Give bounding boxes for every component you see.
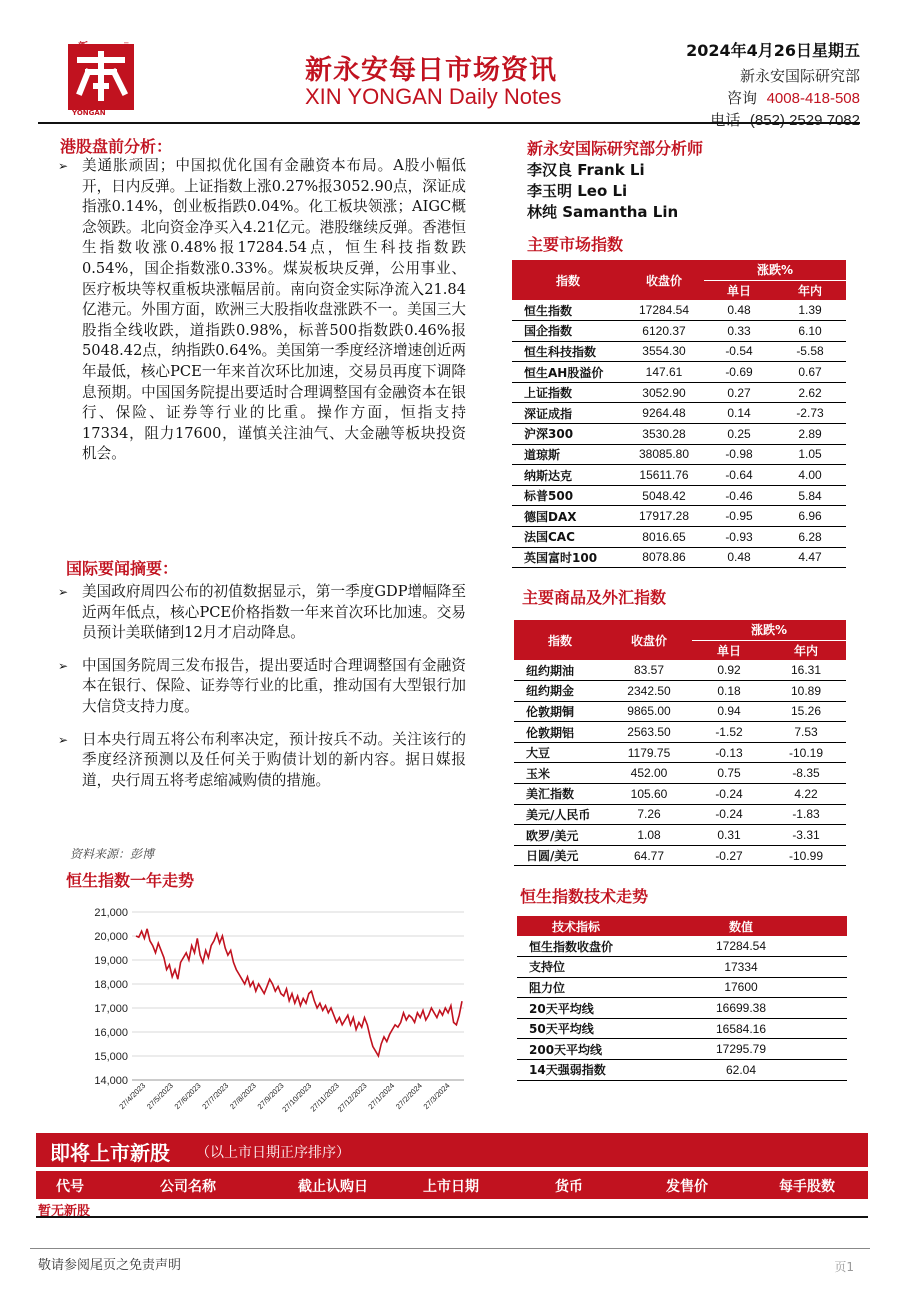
ipo-col-currency: 货币 bbox=[555, 1179, 583, 1195]
x-tick-label: 27/9/2023 bbox=[255, 1081, 286, 1112]
ipo-title: 即将上市新股 bbox=[50, 1141, 170, 1165]
row-value: 7.26 bbox=[606, 804, 692, 825]
x-tick-label: 27/3/2024 bbox=[421, 1081, 452, 1112]
technical-row bbox=[517, 998, 847, 1019]
analysts-title: 新永安国际研究部分析师 bbox=[527, 139, 704, 158]
row-value: 1179.75 bbox=[606, 742, 692, 763]
row-value: 17600 bbox=[635, 977, 847, 998]
commodity-row bbox=[514, 681, 846, 702]
market-index-row bbox=[512, 382, 846, 403]
row-value: -0.98 bbox=[704, 444, 774, 465]
row-value: 2.89 bbox=[774, 424, 846, 445]
market-index-row bbox=[512, 547, 846, 568]
row-value: 4.00 bbox=[774, 465, 846, 486]
row-label: 玉米 bbox=[514, 763, 606, 784]
brand-name-cn: 新永安每日市场资讯 bbox=[305, 55, 557, 86]
row-value: 0.94 bbox=[692, 701, 766, 722]
row-value: -2.73 bbox=[774, 403, 846, 424]
row-value: -0.27 bbox=[692, 845, 766, 866]
col-close: 收盘价 bbox=[606, 620, 692, 660]
row-value: 0.48 bbox=[704, 547, 774, 568]
page-number: 页1 bbox=[834, 1260, 854, 1274]
row-value: -0.13 bbox=[692, 742, 766, 763]
hk-analysis-title: 港股盘前分析： bbox=[60, 137, 173, 156]
row-value: 7.53 bbox=[766, 722, 846, 743]
row-value: -10.99 bbox=[766, 845, 846, 866]
report-date: 2024年4月26日星期五 bbox=[686, 41, 860, 60]
analyst-name: 李汉良 Frank Li bbox=[527, 161, 645, 179]
market-indices-table bbox=[512, 260, 846, 568]
row-label: 伦敦期铝 bbox=[514, 722, 606, 743]
logo-text-top: 新 bbox=[78, 42, 88, 53]
row-label: 纽约期金 bbox=[514, 681, 606, 702]
disclaimer-note: 敬请参阅尾页之免责声明 bbox=[38, 1258, 182, 1273]
brand-name-en: XIN YONGAN Daily Notes bbox=[305, 84, 562, 109]
row-value: 62.04 bbox=[635, 1060, 847, 1081]
x-tick-label: 27/1/2024 bbox=[366, 1081, 397, 1112]
ipo-column-headers bbox=[36, 1171, 868, 1199]
intl-news-list bbox=[56, 582, 466, 799]
row-label: 欧罗/美元 bbox=[514, 825, 606, 846]
technical-row bbox=[517, 977, 847, 998]
row-value: 6.96 bbox=[774, 506, 846, 527]
row-value: -0.93 bbox=[704, 527, 774, 548]
ipo-empty-text: 暂无新股 bbox=[38, 1204, 91, 1219]
col-commodity-name: 指数 bbox=[514, 620, 606, 660]
company-logo bbox=[66, 36, 136, 116]
row-value: 15.26 bbox=[766, 701, 846, 722]
ipo-col-code: 代号 bbox=[56, 1179, 84, 1195]
x-tick-label: 27/8/2023 bbox=[227, 1081, 258, 1112]
technical-row bbox=[517, 1039, 847, 1060]
row-label: 阻力位 bbox=[517, 977, 635, 998]
market-index-row bbox=[512, 527, 846, 548]
row-value: 2342.50 bbox=[606, 681, 692, 702]
intl-news-bullet bbox=[56, 730, 466, 792]
row-label: 法国CAC bbox=[512, 527, 624, 548]
row-value: 17295.79 bbox=[635, 1039, 847, 1060]
y-tick-label: 15,000 bbox=[94, 1051, 128, 1063]
x-tick-label: 27/2/2024 bbox=[393, 1081, 424, 1112]
header-divider bbox=[38, 122, 860, 124]
analyst-name: 林纯 Samantha Lin bbox=[527, 203, 679, 221]
market-index-row bbox=[512, 403, 846, 424]
row-value: -0.24 bbox=[692, 804, 766, 825]
technical-row bbox=[517, 1060, 847, 1081]
row-value: 16.31 bbox=[766, 660, 846, 681]
market-index-row bbox=[512, 485, 846, 506]
row-value: 0.25 bbox=[704, 424, 774, 445]
y-tick-label: 14,000 bbox=[94, 1075, 128, 1087]
hk-analysis-bullet bbox=[56, 156, 466, 465]
row-value: -3.31 bbox=[766, 825, 846, 846]
market-index-row bbox=[512, 300, 846, 321]
x-tick-label: 27/7/2023 bbox=[200, 1081, 231, 1112]
ipo-col-deadline: 截止认购日 bbox=[298, 1179, 368, 1195]
row-value: 0.14 bbox=[704, 403, 774, 424]
ipo-col-lot-size: 每手股数 bbox=[779, 1179, 835, 1195]
row-value: 17284.54 bbox=[624, 300, 704, 321]
row-value: -0.24 bbox=[692, 784, 766, 805]
row-label: 标普500 bbox=[512, 485, 624, 506]
row-value: 8078.86 bbox=[624, 547, 704, 568]
row-label: 200天平均线 bbox=[517, 1039, 635, 1060]
col-indicator: 技术指标 bbox=[517, 916, 635, 936]
row-value: 1.05 bbox=[774, 444, 846, 465]
market-index-row bbox=[512, 362, 846, 383]
intl-news-text: 中国国务院周三发布报告，提出要适时合理调整国有金融资本在银行、保险、证券等行业的比重，推动国有大型银行加大信贷支持力度。 bbox=[82, 656, 466, 715]
row-label: 支持位 bbox=[517, 957, 635, 978]
logo-text-intl: INTL bbox=[122, 42, 129, 56]
row-label: 德国DAX bbox=[512, 506, 624, 527]
row-value: -8.35 bbox=[766, 763, 846, 784]
row-value: -10.19 bbox=[766, 742, 846, 763]
col-change: 涨跌% bbox=[692, 620, 846, 640]
y-tick-label: 17,000 bbox=[94, 1003, 128, 1015]
commodity-row bbox=[514, 660, 846, 681]
x-tick-label: 27/4/2023 bbox=[117, 1081, 148, 1112]
ipo-subtitle: （以上市日期正序排序） bbox=[196, 1145, 350, 1161]
market-indices-title: 主要市场指数 bbox=[527, 235, 624, 254]
market-index-row bbox=[512, 506, 846, 527]
row-value: 452.00 bbox=[606, 763, 692, 784]
row-label: 道琼斯 bbox=[512, 444, 624, 465]
y-tick-label: 20,000 bbox=[94, 931, 128, 943]
row-value: 3052.90 bbox=[624, 382, 704, 403]
row-value: 5048.42 bbox=[624, 485, 704, 506]
y-tick-label: 18,000 bbox=[94, 979, 128, 991]
header-info bbox=[686, 38, 860, 130]
row-label: 14天强弱指数 bbox=[517, 1060, 635, 1081]
row-value: 0.31 bbox=[692, 825, 766, 846]
row-value: -5.58 bbox=[774, 341, 846, 362]
row-label: 伦敦期铜 bbox=[514, 701, 606, 722]
col-ytd: 年内 bbox=[774, 280, 846, 300]
bullet-arrow-icon: ➢ bbox=[58, 732, 69, 747]
row-value: 10.89 bbox=[766, 681, 846, 702]
logo-text-bottom: YONGAN bbox=[72, 109, 106, 116]
row-value: 16584.16 bbox=[635, 1018, 847, 1039]
col-index-name: 指数 bbox=[512, 260, 624, 300]
market-index-row bbox=[512, 321, 846, 342]
row-label: 国企指数 bbox=[512, 321, 624, 342]
analyst-name: 李玉明 Leo Li bbox=[527, 182, 628, 200]
technical-row bbox=[517, 957, 847, 978]
row-value: 17334 bbox=[635, 957, 847, 978]
row-value: 6120.37 bbox=[624, 321, 704, 342]
news-source: 资料来源：彭博 bbox=[70, 847, 155, 861]
row-value: 8016.65 bbox=[624, 527, 704, 548]
x-tick-label: 27/11/2023 bbox=[308, 1081, 341, 1114]
row-value: 6.28 bbox=[774, 527, 846, 548]
row-value: 2.62 bbox=[774, 382, 846, 403]
intl-news-text: 美国政府周四公布的初值数据显示，第一季度GDP增幅降至近两年低点，核心PCE价格指数一年来首次环比加速。交易员预计美联储到12月才启动降息。 bbox=[82, 583, 466, 642]
row-value: 3554.30 bbox=[624, 341, 704, 362]
row-value: 105.60 bbox=[606, 784, 692, 805]
ipo-divider bbox=[36, 1216, 868, 1218]
row-value: 17917.28 bbox=[624, 506, 704, 527]
phone-label: 电话 bbox=[710, 111, 741, 129]
ipo-col-price: 发售价 bbox=[666, 1179, 708, 1195]
row-value: 9865.00 bbox=[606, 701, 692, 722]
x-tick-label: 27/6/2023 bbox=[172, 1081, 203, 1112]
y-tick-label: 19,000 bbox=[94, 955, 128, 967]
row-value: 4.47 bbox=[774, 547, 846, 568]
row-value: 0.92 bbox=[692, 660, 766, 681]
row-label: 20天平均线 bbox=[517, 998, 635, 1019]
commodities-title: 主要商品及外汇指数 bbox=[522, 588, 667, 607]
commodity-row bbox=[514, 804, 846, 825]
commodity-row bbox=[514, 845, 846, 866]
row-label: 沪深300 bbox=[512, 424, 624, 445]
row-label: 恒生指数收盘价 bbox=[517, 936, 635, 957]
analyst-list bbox=[527, 160, 678, 223]
row-value: 0.27 bbox=[704, 382, 774, 403]
row-value: -1.83 bbox=[766, 804, 846, 825]
chart-title: 恒生指数一年走势 bbox=[66, 871, 195, 890]
ipo-col-listing-date: 上市日期 bbox=[423, 1179, 479, 1195]
market-index-row bbox=[512, 465, 846, 486]
row-value: 16699.38 bbox=[635, 998, 847, 1019]
row-value: 0.48 bbox=[704, 300, 774, 321]
row-value: 0.18 bbox=[692, 681, 766, 702]
commodity-row bbox=[514, 784, 846, 805]
ipo-section-header bbox=[36, 1133, 868, 1167]
row-value: 3530.28 bbox=[624, 424, 704, 445]
hk-analysis-text: 美通胀顽固；中国拟优化国有金融资本布局。A股小幅低开，日内反弹。上证指数上涨0.27%报3052.90点，深证成指涨0.14%，创业板指跌0.04%。化工板块领涨；AIGC概念领跌。北向资金净买入4.21亿元。港股继续反弹。香港恒生指数收涨0.48%报17284.54点，恒生科技指数跌0.54%，国企指数涨0.33%。煤炭板块反弹，公用事业、医疗板块等权重板块涨幅居前。南向资金实际净流入21.84亿港元。外围方面，欧洲三大股指收盘涨跌不一。美国三大股指全线收跌，道指跌0.98%，标普500指数跌0.46%报5048.42点，纳指跌0.64%。美国第一季度经济增速创近两年最低，核心PCE一年来首次环比加速，交易员再度下调降息预期。中国国务院提出要适时合理调整国有金融资本在银行、保险、证券等行业的比重。操作方面，恒指支持17334，阻力17600，谨慎关注油气、大金融等板块投资机会。 bbox=[82, 157, 466, 463]
y-tick-label: 16,000 bbox=[94, 1027, 128, 1039]
phone-line bbox=[686, 109, 860, 130]
hk-analysis-list bbox=[56, 156, 466, 473]
market-index-row bbox=[512, 424, 846, 445]
row-label: 日圆/美元 bbox=[514, 845, 606, 866]
row-value: 83.57 bbox=[606, 660, 692, 681]
row-label: 美元/人民币 bbox=[514, 804, 606, 825]
row-value: 1.39 bbox=[774, 300, 846, 321]
row-value: -0.54 bbox=[704, 341, 774, 362]
commodities-table bbox=[514, 620, 846, 866]
row-value: 64.77 bbox=[606, 845, 692, 866]
row-label: 纽约期油 bbox=[514, 660, 606, 681]
row-value: -1.52 bbox=[692, 722, 766, 743]
row-value: 0.67 bbox=[774, 362, 846, 383]
row-label: 纳斯达克 bbox=[512, 465, 624, 486]
row-value: 38085.80 bbox=[624, 444, 704, 465]
row-label: 大豆 bbox=[514, 742, 606, 763]
row-value: 5.84 bbox=[774, 485, 846, 506]
footer-divider bbox=[30, 1248, 870, 1249]
ipo-col-company: 公司名称 bbox=[160, 1179, 216, 1195]
phone-number: (852) 2529 7082 bbox=[749, 112, 860, 129]
technical-row bbox=[517, 1018, 847, 1039]
x-tick-label: 27/10/2023 bbox=[280, 1081, 314, 1114]
row-label: 英国富时100 bbox=[512, 547, 624, 568]
commodity-row bbox=[514, 763, 846, 784]
commodity-row bbox=[514, 701, 846, 722]
market-index-row bbox=[512, 341, 846, 362]
intl-news-text: 日本央行周五将公布利率决定，预计按兵不动。关注该行的季度经济预测以及任何关于购债计划的新内容。据日媒报道，央行周五将考虑缩减购债的措施。 bbox=[82, 730, 466, 789]
bullet-arrow-icon: ➢ bbox=[58, 159, 69, 173]
row-value: 1.08 bbox=[606, 825, 692, 846]
row-label: 50天平均线 bbox=[517, 1018, 635, 1039]
row-label: 上证指数 bbox=[512, 382, 624, 403]
row-value: -0.46 bbox=[704, 485, 774, 506]
col-value: 数值 bbox=[635, 916, 847, 936]
commodity-row bbox=[514, 742, 846, 763]
col-day: 单日 bbox=[692, 640, 766, 660]
consult-line bbox=[686, 87, 860, 108]
col-day: 单日 bbox=[704, 280, 774, 300]
y-tick-label: 21,000 bbox=[94, 907, 128, 919]
col-change: 涨跌% bbox=[704, 260, 846, 280]
technical-table bbox=[517, 916, 847, 1081]
x-tick-label: 27/5/2023 bbox=[144, 1081, 175, 1112]
row-value: -0.64 bbox=[704, 465, 774, 486]
row-value: 0.75 bbox=[692, 763, 766, 784]
commodity-row bbox=[514, 722, 846, 743]
intl-news-title: 国际要闻摘要： bbox=[66, 559, 179, 578]
row-value: 9264.48 bbox=[624, 403, 704, 424]
row-label: 恒生科技指数 bbox=[512, 341, 624, 362]
market-index-row bbox=[512, 444, 846, 465]
hsi-one-year-chart bbox=[60, 892, 480, 1132]
technical-title: 恒生指数技术走势 bbox=[520, 887, 649, 906]
consult-label: 咨询 bbox=[727, 89, 758, 107]
bullet-arrow-icon: ➢ bbox=[58, 585, 69, 599]
row-value: 147.61 bbox=[624, 362, 704, 383]
x-tick-label: 27/12/2023 bbox=[335, 1081, 369, 1114]
intl-news-bullet bbox=[56, 656, 466, 718]
row-label: 恒生指数 bbox=[512, 300, 624, 321]
row-value: 4.22 bbox=[766, 784, 846, 805]
commodity-row bbox=[514, 825, 846, 846]
technical-row bbox=[517, 936, 847, 957]
row-label: 美汇指数 bbox=[514, 784, 606, 805]
col-close: 收盘价 bbox=[624, 260, 704, 300]
row-label: 深证成指 bbox=[512, 403, 624, 424]
col-ytd: 年内 bbox=[766, 640, 846, 660]
consult-number: 4008-418-508 bbox=[766, 90, 860, 107]
department-name: 新永安国际研究部 bbox=[739, 67, 860, 85]
row-value: 0.33 bbox=[704, 321, 774, 342]
row-value: 6.10 bbox=[774, 321, 846, 342]
row-value: 15611.76 bbox=[624, 465, 704, 486]
intl-news-bullet bbox=[56, 582, 466, 644]
hsi-series-line bbox=[136, 929, 462, 1056]
row-value: 17284.54 bbox=[635, 936, 847, 957]
row-value: -0.69 bbox=[704, 362, 774, 383]
row-value: -0.95 bbox=[704, 506, 774, 527]
bullet-arrow-icon: ➢ bbox=[58, 658, 69, 673]
row-label: 恒生AH股溢价 bbox=[512, 362, 624, 383]
row-value: 2563.50 bbox=[606, 722, 692, 743]
